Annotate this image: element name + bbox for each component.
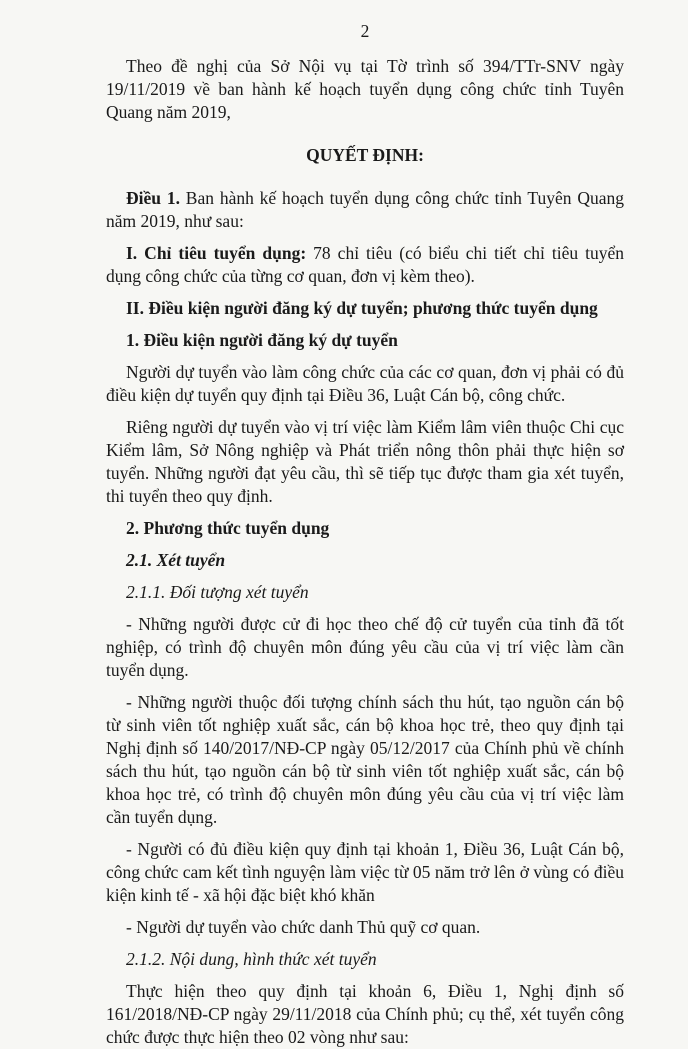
article-1 xyxy=(106,187,624,233)
subsection-2-1-2-paragraph: Thực hiện theo quy định tại khoản 6, Điều 1, Nghị định số 161/2018/NĐ-CP ngày 29/11/2018 của Chính phủ; cụ thể, xét tuyển công chức được thực hiện theo 02 vòng như sau: xyxy=(106,981,624,1047)
section-1-text: 78 chỉ tiêu (có biểu chi tiết chỉ tiêu tuyển dụng công chức của từng cơ quan, đơn vị kèm theo). xyxy=(106,243,624,286)
subsection-2-heading: 2. Phương thức tuyển dụng xyxy=(126,518,330,538)
list-item: - Người có đủ điều kiện quy định tại khoản 1, Điều 36, Luật Cán bộ, công chức cam kết tình nguyện làm việc từ 05 năm trở lên ở vùng có điều kiện kinh tế - xã hội đặc biệt khó khăn xyxy=(106,839,624,905)
list-item: - Những người được cử đi học theo chế độ cử tuyển của tỉnh đã tốt nghiệp, có trình độ chuyên môn đúng yêu cầu của vị trí việc làm cần tuyển dụng. xyxy=(106,614,624,680)
section-2-heading: II. Điều kiện người đăng ký dự tuyển; phương thức tuyển dụng xyxy=(126,298,598,318)
subsection-2-1-1-heading: 2.1.1. Đối tượng xét tuyển xyxy=(126,582,309,602)
section-1-label: I. Chỉ tiêu tuyển dụng: xyxy=(126,243,307,263)
decision-title: QUYẾT ĐỊNH: xyxy=(306,145,424,165)
page-number: 2 xyxy=(360,21,370,41)
subsection-1-paragraph-2: Riêng người dự tuyển vào vị trí việc làm Kiểm lâm viên thuộc Chi cục Kiểm lâm, Sở Nông nghiệp và Phát triển nông thôn phải thực hiện sơ tuyển. Những người đạt yêu cầu, thì sẽ tiếp tục được tham gia xét tuyển, thi tuyển theo quy định. xyxy=(106,417,624,506)
list-item: - Người dự tuyển vào chức danh Thủ quỹ cơ quan. xyxy=(126,917,481,937)
subsection-1-heading: 1. Điều kiện người đăng ký dự tuyển xyxy=(126,330,398,350)
article-1-label: Điều 1. xyxy=(126,188,180,208)
article-1-text: Ban hành kế hoạch tuyển dụng công chức tỉnh Tuyên Quang năm 2019, như sau: xyxy=(106,188,624,231)
subsection-1-paragraph-1: Người dự tuyển vào làm công chức của các cơ quan, đơn vị phải có đủ điều kiện dự tuyển quy định tại Điều 36, Luật Cán bộ, công chức. xyxy=(106,362,624,405)
subsection-2-1-heading: 2.1. Xét tuyển xyxy=(126,550,226,570)
intro-paragraph: Theo đề nghị của Sở Nội vụ tại Tờ trình số 394/TTr-SNV ngày 19/11/2019 về ban hành kế hoạch tuyển dụng công chức tỉnh Tuyên Quang năm 2019, xyxy=(106,56,624,122)
subsection-2-1-2-heading: 2.1.2. Nội dung, hình thức xét tuyển xyxy=(126,949,377,969)
list-item: - Những người thuộc đối tượng chính sách thu hút, tạo nguồn cán bộ từ sinh viên tốt nghiệp xuất sắc, cán bộ khoa học trẻ, theo quy định tại Nghị định số 140/2017/NĐ-CP ngày 05/12/2017 của Chính phủ về chính sách thu hút, tạo nguồn cán bộ từ sinh viên tốt nghiệp xuất sắc, cán bộ khoa học trẻ, có trình độ chuyên môn đúng yêu cầu của vị trí việc làm cần tuyển dụng. xyxy=(106,692,624,827)
section-1 xyxy=(106,242,624,288)
